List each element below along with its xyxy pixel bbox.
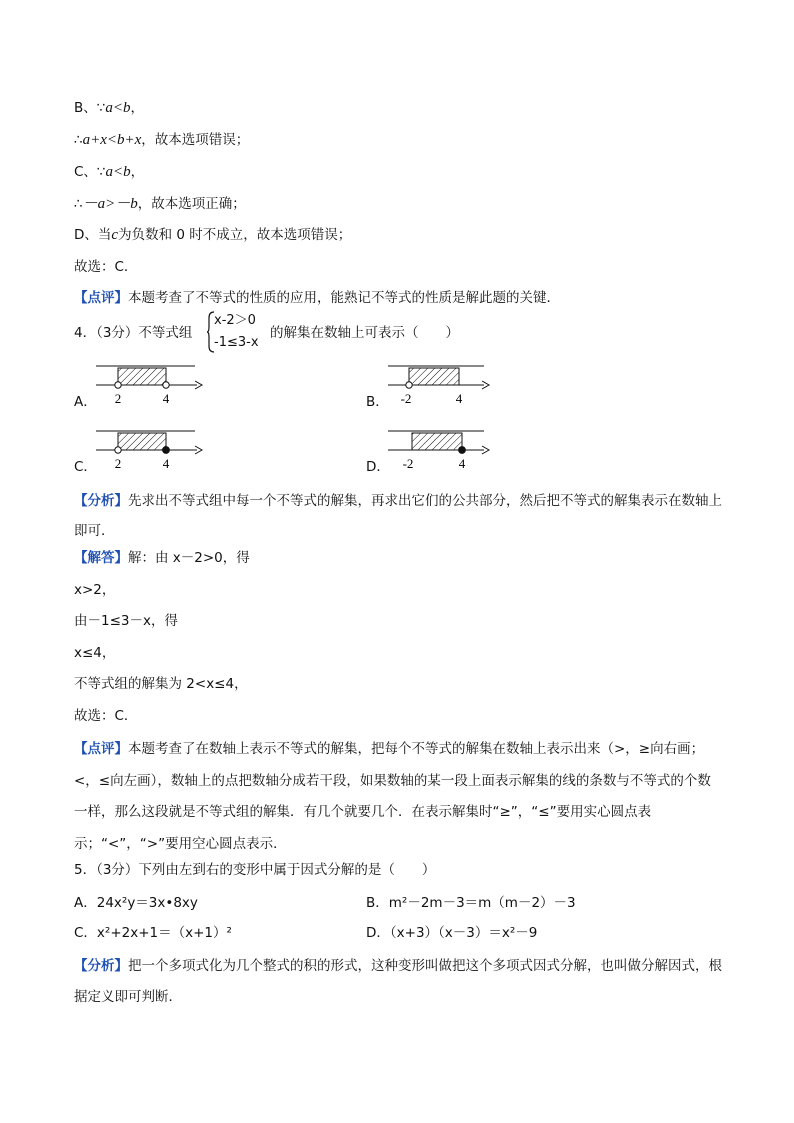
option-c-left-tick: 2: [114, 456, 122, 471]
q5-analysis: 【分析】把一个多项式化为几个整式的积的形式，这种变形叫做把这个多项式因式分解，也叫做分解因式，根据定义即可判断．: [74, 958, 722, 1005]
option-d-line: D、当c为负数和 0 时不成立，故本选项错误；: [74, 227, 352, 243]
system-line-2: -1≤3-x: [214, 335, 259, 350]
q4-solution-line-3: 由－1≤3－x，得: [74, 613, 178, 629]
q5-option-a: A．24x²y＝3x•8xy: [74, 895, 198, 911]
q5-option-b: B．m²－2m－3＝m（m－2）－3: [366, 895, 576, 911]
option-a-left-tick: 2: [114, 391, 122, 406]
option-b-right-tick: 4: [455, 391, 463, 406]
q4-solution-line-4: x≤4，: [74, 645, 116, 661]
q4-solution-line-1: 【解答】解：由 x－2>0，得: [74, 550, 250, 566]
option-d-label: D．: [366, 459, 390, 475]
option-c-right-tick: 4: [162, 456, 170, 471]
option-c-condition-line: C、∵a<b，: [74, 164, 145, 180]
q3-comment: 【点评】本题考查了不等式的性质的应用，能熟记不等式的性质是解此题的关键．: [74, 290, 560, 306]
q4-comment: 【点评】本题考查了在数轴上表示不等式的解集，把每个不等式的解集在数轴上表示出来（>，≥向右画；<，≤向左画），数轴上的点把数轴分成若干段，如果数轴的某一段上面表示解集的线的条数与不等式的个数一样，那么这段就是不等式组的解集．有几个就要几个．在表示解集时“≥”，“≤”要用实心圆点表示；“<”，“>”要用空心圆点表示．: [74, 741, 711, 852]
option-a-right-tick: 4: [162, 391, 170, 406]
option-d-left-tick: -2: [402, 456, 414, 471]
option-b-left-tick: -2: [400, 391, 412, 406]
q5-option-d: D．（x+3）（x－3）＝x²－9: [366, 925, 538, 941]
system-line-1: x-2＞0: [214, 313, 256, 328]
option-b-label: B．: [366, 394, 389, 410]
q4-solution-line-5: 不等式组的解集为 2<x≤4，: [74, 676, 248, 692]
q5-option-c: C．x²+2x+1＝（x+1）²: [74, 925, 232, 941]
option-b-number-line: [384, 362, 494, 410]
option-c-conclusion-line: ∴－a>－b，故本选项正确；: [74, 196, 246, 212]
q3-answer-line: 故选：C．: [74, 259, 138, 275]
option-a-number-line: [92, 362, 207, 410]
q4-solution-line-6: 故选：C．: [74, 708, 138, 724]
option-b-conclusion-line: ∴a+x<b+x，故本选项错误；: [74, 132, 250, 148]
option-d-number-line: [384, 427, 494, 475]
option-a-label: A．: [74, 394, 97, 410]
q4-analysis: 【分析】先求出不等式组中每一个不等式的解集，再求出它们的公共部分，然后把不等式的解集表示在数轴上即可．: [74, 493, 722, 539]
option-b-condition-line: B、∵a<b，: [74, 100, 144, 116]
q4-stem-suffix: 的解集在数轴上可表示（ ）: [270, 325, 459, 341]
q4-solution-line-2: x>2，: [74, 582, 116, 598]
option-c-label: C．: [74, 459, 97, 475]
q4-stem-prefix: 4．（3分）不等式组: [74, 325, 193, 341]
option-d-right-tick: 4: [458, 456, 466, 471]
q5-stem: 5．（3分）下列由左到右的变形中属于因式分解的是（ ）: [74, 862, 436, 878]
option-c-number-line: [92, 427, 207, 475]
